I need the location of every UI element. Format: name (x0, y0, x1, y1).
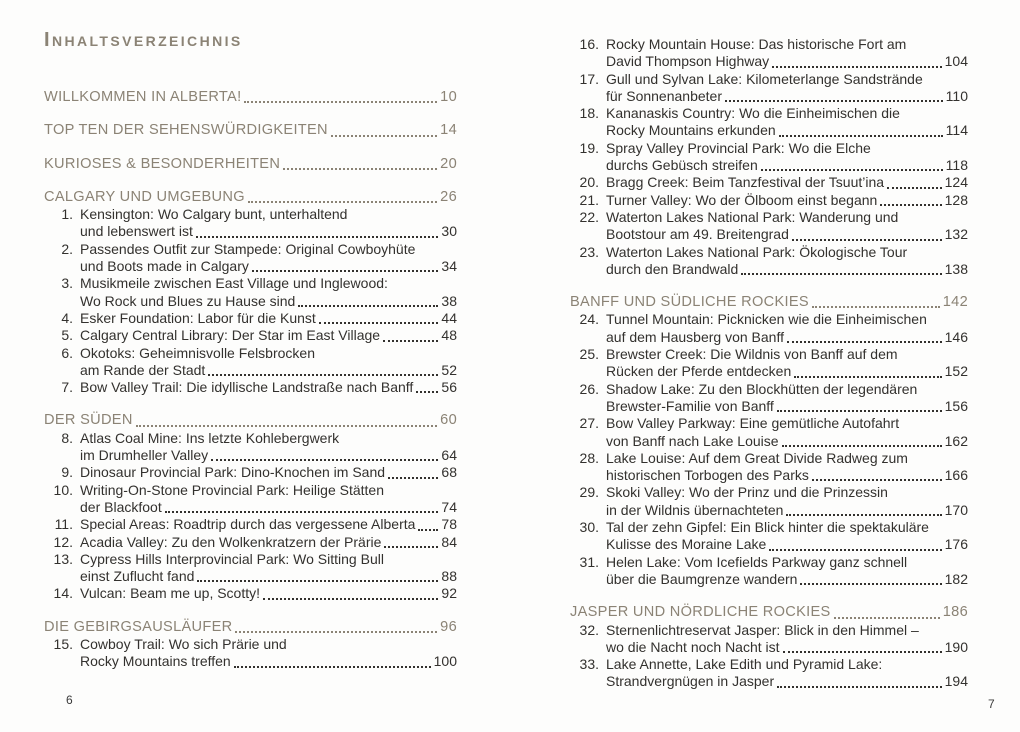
item-title-text: Bootstour am 49. Breitengrad (606, 226, 789, 243)
item-page-number: 56 (441, 379, 457, 396)
dot-leader (331, 135, 437, 137)
item-title-text: Bow Valley Parkway: Eine gemütliche Autofahrt (606, 415, 900, 432)
dot-leader (165, 511, 439, 513)
toc-item-line (570, 209, 968, 226)
dot-leader (252, 270, 439, 272)
toc-item-line (570, 71, 968, 88)
item-title-text: Rocky Mountains erkunden (606, 122, 776, 139)
item-page-number: 52 (441, 361, 457, 378)
item-page-number: 68 (441, 464, 457, 481)
item-title-text: im Drumheller Valley (80, 447, 209, 464)
item-page-number: 100 (433, 653, 457, 670)
item-title-text: Atlas Coal Mine: Ins letzte Kohlebergwerk (80, 429, 340, 446)
item-number: 10. (53, 481, 73, 498)
dot-leader (416, 391, 438, 393)
item-title-text: Spray Valley Provincial Park: Wo die Elche (606, 139, 871, 156)
section-page-number: 60 (440, 412, 457, 429)
item-title-text: Tunnel Mountain: Picknicken wie die Einheimischen (606, 311, 927, 328)
toc-item-line (570, 346, 968, 363)
toc-item-line (570, 261, 968, 278)
item-title-text: am Rande der Stadt (80, 361, 206, 378)
toc-item-line (44, 653, 457, 670)
item-page-number: 156 (944, 397, 968, 414)
item-page-number: 64 (441, 447, 457, 464)
item-title-text: Gull und Sylvan Lake: Kilometerlange Sandstrände (606, 70, 923, 87)
item-title-text: Brewster-Familie von Banff (606, 397, 774, 414)
dot-leader (786, 514, 941, 516)
item-page-number: 48 (441, 327, 457, 344)
dot-leader (418, 529, 438, 531)
toc-item-line (570, 329, 968, 346)
item-title-text: Calgary Central Library: Der Star im East Village (80, 327, 381, 344)
item-page-number: 114 (945, 122, 968, 139)
item-number: 18. (579, 105, 599, 122)
dot-leader (384, 546, 438, 548)
dot-leader (211, 459, 438, 461)
toc-item-line (44, 516, 457, 533)
item-number: 27. (579, 415, 599, 432)
item-title-text: Strandvergnügen in Jasper (606, 673, 775, 690)
dot-leader (769, 549, 941, 551)
item-number: 7. (61, 379, 73, 396)
dot-leader (197, 580, 438, 582)
dot-leader (383, 340, 438, 342)
item-page-number: 190 (944, 638, 968, 655)
dot-leader (794, 376, 941, 378)
item-page-number: 124 (944, 174, 968, 191)
toc-item-line (44, 258, 457, 275)
toc-section-heading (44, 122, 457, 139)
dot-leader (283, 168, 437, 170)
section-page-number: 186 (942, 604, 968, 621)
item-title-text: Lake Annette, Lake Edith und Pyramid Lake: (606, 656, 883, 673)
toc-item-line (44, 223, 457, 240)
item-number: 21. (579, 191, 599, 208)
item-number: 16. (579, 36, 599, 52)
dot-leader (234, 666, 431, 668)
toc-item-line (570, 157, 968, 174)
toc-item-line (570, 467, 968, 484)
toc-item-line (570, 484, 968, 501)
toc-item-line (44, 482, 457, 499)
section-page-number: 10 (440, 89, 457, 105)
toc-item-line (44, 534, 457, 551)
item-title-text: Tal der zehn Gipfel: Ein Blick hinter die spektakuläre (606, 519, 929, 536)
section-page-number: 142 (942, 294, 968, 311)
item-page-number: 84 (441, 533, 457, 550)
item-title-text: Kulisse des Moraine Lake (606, 536, 767, 553)
toc-item-line (44, 447, 457, 464)
item-number: 3. (61, 275, 73, 292)
item-page-number: 34 (441, 258, 457, 275)
toc-item-line (570, 639, 968, 656)
item-number: 5. (61, 327, 73, 344)
toc-item-line (570, 122, 968, 139)
toc-section-heading (44, 189, 457, 206)
toc-item-line (570, 433, 968, 450)
item-page-number: 152 (944, 363, 968, 380)
item-title-text: einst Zuflucht fand (80, 568, 195, 585)
dot-leader (725, 100, 943, 102)
toc-item-line (44, 345, 457, 362)
item-page-number: 146 (944, 328, 968, 345)
item-page-number: 138 (944, 260, 968, 277)
item-title-text: wo die Nacht noch Nacht ist (606, 638, 780, 655)
item-title-text: Kensington: Wo Calgary bunt, unterhaltend (80, 206, 348, 223)
toc-item-line (570, 502, 968, 519)
item-number: 12. (53, 533, 73, 550)
dot-leader (196, 236, 439, 238)
item-title-text: Rücken der Pferde entdecken (606, 363, 792, 380)
item-title-text: über die Baumgrenze wandern (606, 570, 798, 587)
section-label: DIE GEBIRGSAUSLÄUFER (44, 618, 233, 635)
toc-column-left (44, 89, 457, 671)
section-label: WILLKOMMEN IN ALBERTA! (44, 89, 242, 105)
item-number: 2. (61, 240, 73, 257)
item-page-number: 166 (944, 467, 968, 484)
dot-leader (319, 322, 439, 324)
item-number: 25. (579, 346, 599, 363)
toc-item-line (44, 464, 457, 481)
item-number: 4. (61, 309, 73, 326)
toc-item-line (570, 571, 968, 588)
item-title-text: durch den Brandwald (606, 260, 739, 277)
toc-item-line (44, 241, 457, 258)
item-page-number: 78 (441, 516, 457, 533)
toc-item-line (570, 450, 968, 467)
item-title-text: Bow Valley Trail: Die idyllische Landstraße nach Banff (80, 379, 414, 396)
section-label: CALGARY UND UMGEBUNG (44, 188, 245, 205)
item-title-text: Helen Lake: Vom Icefields Parkway ganz schnell (606, 553, 908, 570)
toc-item-line (570, 88, 968, 105)
toc-item-line (570, 311, 968, 328)
item-title-text: und lebenswert ist (80, 223, 193, 240)
dot-leader (741, 273, 941, 275)
page-number-left: 6 (66, 693, 73, 707)
item-page-number: 118 (945, 157, 968, 174)
toc-item-line (570, 192, 968, 209)
item-page-number: 74 (441, 498, 457, 515)
toc-section-heading (44, 619, 457, 636)
dot-leader (834, 617, 940, 619)
item-number: 26. (579, 380, 599, 397)
dot-leader (783, 651, 942, 653)
dot-leader (388, 477, 438, 479)
section-label: BANFF UND SÜDLICHE ROCKIES (570, 294, 809, 311)
section-page-number: 26 (440, 188, 457, 205)
item-number: 17. (579, 70, 599, 87)
item-number: 9. (61, 464, 73, 481)
toc-section-heading (44, 156, 457, 173)
item-title-text: Wo Rock und Blues zu Hause sind (80, 292, 296, 309)
toc-section-heading (570, 294, 968, 311)
toc-item-line (570, 536, 968, 553)
item-title-text: Rocky Mountains treffen (80, 653, 231, 670)
item-number: 22. (579, 208, 599, 225)
toc-item-line (570, 519, 968, 536)
section-label: JASPER UND NÖRDLICHE ROCKIES (570, 604, 831, 621)
item-title-text: Cowboy Trail: Wo sich Prärie und (80, 636, 287, 653)
item-number: 15. (53, 636, 73, 653)
item-title-text: Waterton Lakes National Park: Wanderung und (606, 208, 899, 225)
item-page-number: 128 (944, 191, 968, 208)
item-title-text: Special Areas: Roadtrip durch das vergessene Alberta (80, 516, 416, 533)
item-number: 13. (53, 550, 73, 567)
item-page-number: 162 (944, 432, 968, 449)
section-page-number: 20 (440, 155, 457, 172)
item-page-number: 92 (441, 585, 457, 602)
toc-item-line (570, 244, 968, 261)
toc-item-line (44, 206, 457, 223)
toc-item-line (570, 673, 968, 690)
item-title-text: Turner Valley: Wo der Ölboom einst begann (606, 191, 878, 208)
item-title-text: Rocky Mountain House: Das historische Fort am (606, 36, 907, 52)
item-page-number: 44 (441, 309, 457, 326)
toc-item-line (570, 53, 968, 70)
page-title: Inhaltsverzeichnis (44, 29, 243, 51)
item-title-text: Okotoks: Geheimnisvolle Felsbrocken (80, 344, 315, 361)
dot-leader (887, 187, 942, 189)
section-page-number: 14 (440, 122, 457, 139)
section-label: DER SÜDEN (44, 412, 133, 429)
item-title-text: Sternenlichtreservat Jasper: Blick in den Himmel – (606, 621, 919, 638)
toc-item-line (44, 293, 457, 310)
toc-item-line (570, 554, 968, 571)
item-number: 6. (61, 344, 73, 361)
item-number: 30. (579, 519, 599, 536)
item-number: 32. (579, 621, 599, 638)
item-number: 14. (53, 585, 73, 602)
toc-item-line (44, 379, 457, 396)
item-number: 20. (579, 174, 599, 191)
item-title-text: in der Wildnis übernachteten (606, 501, 784, 518)
page-number-right: 7 (988, 697, 995, 711)
section-label: KURIOSES & BESONDERHEITEN (44, 155, 281, 172)
item-page-number: 110 (945, 87, 968, 104)
dot-leader (263, 598, 438, 600)
item-page-number: 30 (441, 223, 457, 240)
item-title-text: Waterton Lakes National Park: Ökologische Tour (606, 243, 908, 260)
item-page-number: 194 (944, 673, 968, 690)
dot-leader (812, 306, 940, 308)
toc-section-heading (44, 412, 457, 429)
item-title-text: Brewster Creek: Die Wildnis von Banff auf dem (606, 346, 898, 363)
dot-leader (782, 445, 942, 447)
item-title-text: Kananaskis Country: Wo die Einheimischen die (606, 105, 900, 122)
item-number: 24. (579, 311, 599, 328)
item-number: 1. (61, 206, 73, 223)
toc-section-heading (570, 604, 968, 621)
dot-leader (761, 169, 943, 171)
dot-leader (777, 686, 942, 688)
toc-item-line (570, 105, 968, 122)
item-number: 28. (579, 449, 599, 466)
item-page-number: 182 (944, 570, 968, 587)
toc-item-line (44, 636, 457, 653)
dot-leader (800, 583, 941, 585)
item-title-text: David Thompson Highway (606, 53, 770, 70)
item-title-text: Esker Foundation: Labor für die Kunst (80, 309, 316, 326)
dot-leader (880, 204, 941, 206)
toc-item-line (44, 430, 457, 447)
item-title-text: Shadow Lake: Zu den Blockhütten der legendären (606, 380, 918, 397)
item-title-text: Vulcan: Beam me up, Scotty! (80, 585, 261, 602)
toc-column-right (570, 36, 968, 691)
item-page-number: 88 (441, 568, 457, 585)
item-page-number: 176 (944, 536, 968, 553)
toc-item-line (570, 140, 968, 157)
toc-item-line (44, 310, 457, 327)
item-number: 29. (579, 484, 599, 501)
item-page-number: 132 (944, 226, 968, 243)
item-page-number: 104 (944, 53, 968, 70)
toc-item-line (570, 622, 968, 639)
item-title-text: Writing-On-Stone Provincial Park: Heilige Stätten (80, 481, 384, 498)
dot-leader (772, 66, 941, 68)
toc-item-line (570, 415, 968, 432)
toc-item-line (570, 174, 968, 191)
dot-leader (248, 201, 437, 203)
section-label: TOP TEN DER SEHENSWÜRDIGKEITEN (44, 122, 328, 139)
item-title-text: Skoki Valley: Wo der Prinz und die Prinzessin (606, 484, 888, 501)
toc-item-line (44, 568, 457, 585)
toc-item-line (570, 226, 968, 243)
toc-item-line (44, 327, 457, 344)
dot-leader (787, 341, 942, 343)
item-page-number: 170 (944, 501, 968, 518)
toc-section-heading (44, 89, 457, 106)
toc-item-line (44, 275, 457, 292)
item-title-text: für Sonnenanbeter (606, 87, 722, 104)
dot-leader (792, 239, 942, 241)
item-title-text: Musikmeile zwischen East Village und Inglewood: (80, 275, 388, 292)
toc-item-line (570, 36, 968, 53)
item-title-text: durchs Gebüsch streifen (606, 157, 758, 174)
dot-leader (812, 479, 942, 481)
toc-item-line (570, 363, 968, 380)
dot-leader (208, 374, 438, 376)
item-number: 19. (579, 139, 599, 156)
item-title-text: historischen Torbogen des Parks (606, 467, 809, 484)
dot-leader (779, 135, 943, 137)
item-title-text: auf dem Hausberg von Banff (606, 328, 784, 345)
item-title-text: Acadia Valley: Zu den Wolkenkratzern der Prärie (80, 533, 382, 550)
right-page (510, 0, 1020, 732)
toc-item-line (570, 656, 968, 673)
item-title-text: der Blackfoot (80, 498, 162, 515)
item-title-text: Passendes Outfit zur Stampede: Original Cowboyhüte (80, 240, 416, 257)
dot-leader (244, 101, 437, 103)
dot-leader (136, 425, 438, 427)
item-title-text: Cypress Hills Interprovincial Park: Wo Sitting Bull (80, 550, 384, 567)
item-title-text: Dinosaur Provincial Park: Dino-Knochen im Sand (80, 464, 386, 481)
section-page-number: 96 (440, 618, 457, 635)
dot-leader (235, 631, 437, 633)
item-title-text: Lake Louise: Auf dem Great Divide Radweg zum (606, 449, 908, 466)
toc-item-line (44, 499, 457, 516)
item-page-number: 38 (441, 292, 457, 309)
toc-item-line (570, 398, 968, 415)
item-title-text: von Banff nach Lake Louise (606, 432, 779, 449)
item-number: 33. (579, 656, 599, 673)
item-number: 11. (54, 516, 73, 533)
item-number: 31. (579, 553, 599, 570)
item-number: 23. (579, 243, 599, 260)
toc-item-line (44, 585, 457, 602)
item-number: 8. (61, 429, 73, 446)
item-title-text: Bragg Creek: Beim Tanzfestival der Tsuut’ina (606, 174, 885, 191)
toc-item-line (570, 381, 968, 398)
toc-item-line (44, 551, 457, 568)
item-title-text: und Boots made in Calgary (80, 258, 249, 275)
dot-leader (777, 410, 942, 412)
toc-item-line (44, 362, 457, 379)
dot-leader (298, 305, 438, 307)
